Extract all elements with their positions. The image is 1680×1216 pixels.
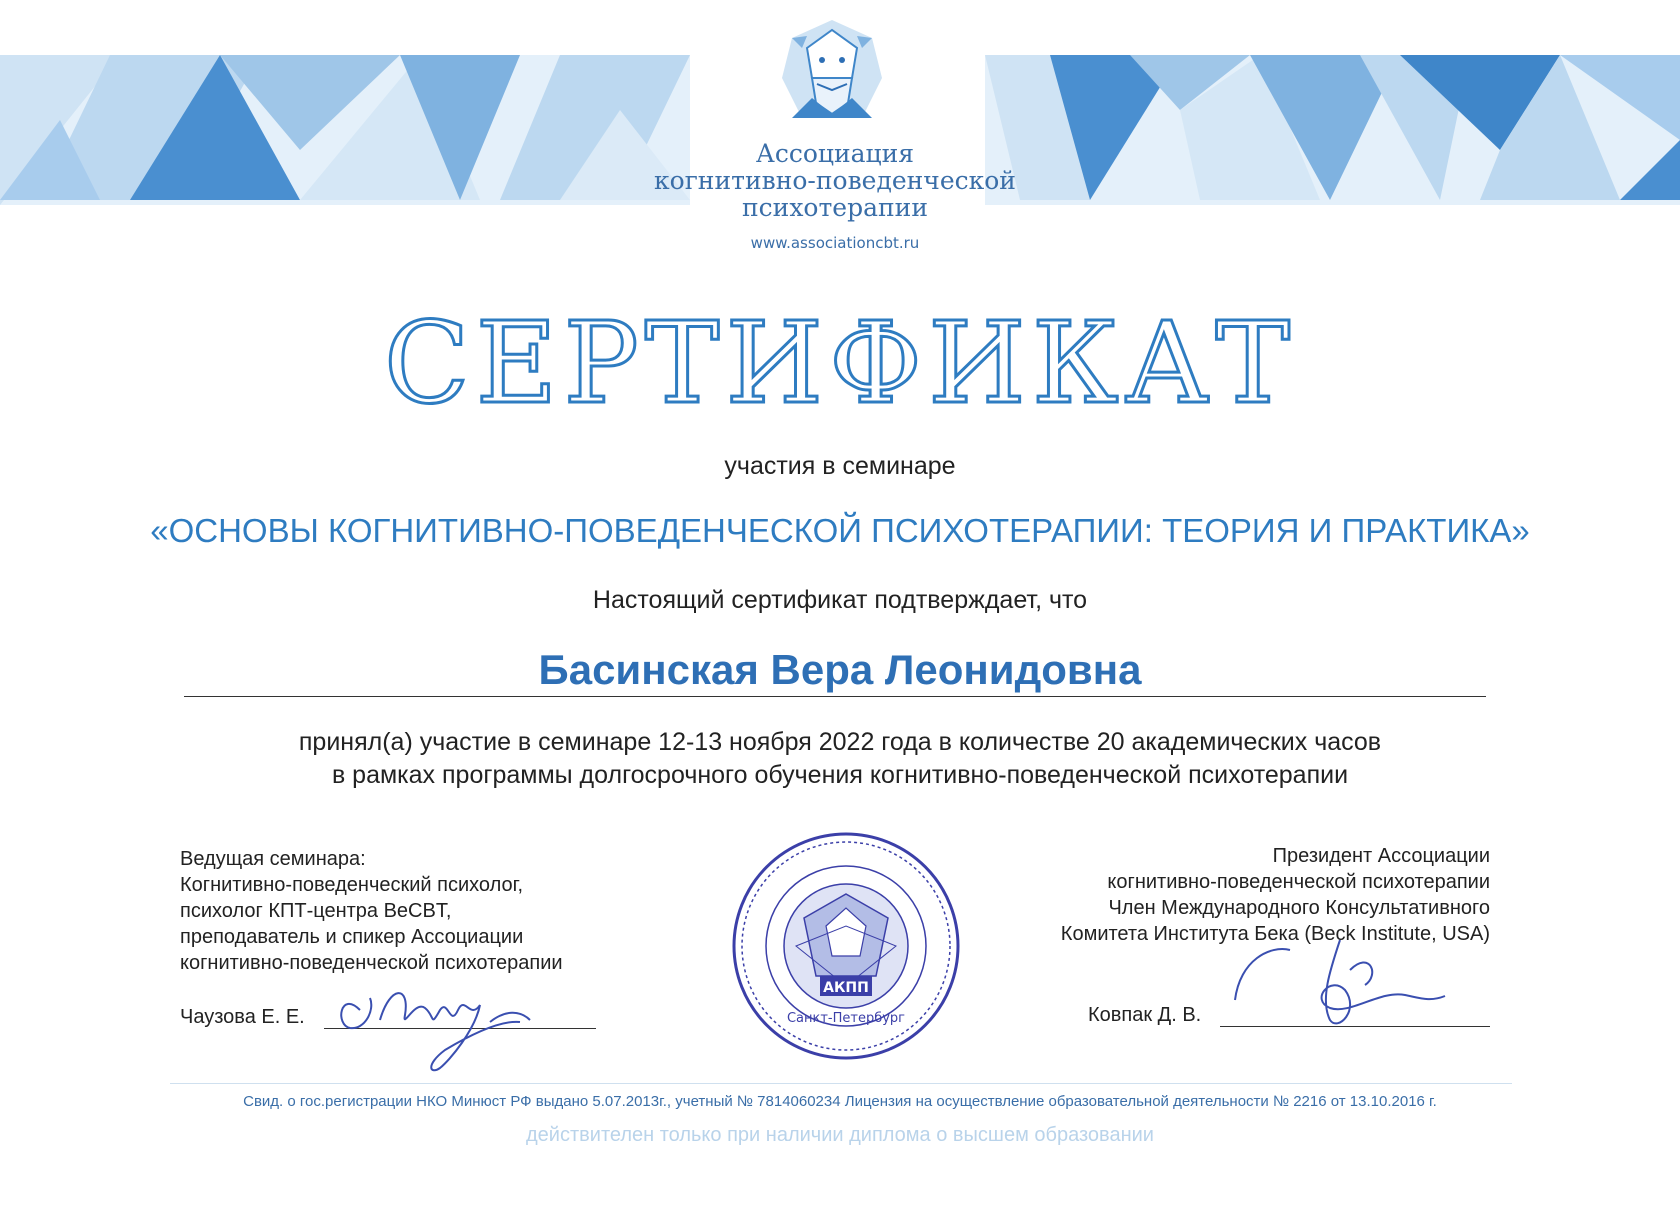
org-name-line: психотерапии [742,193,928,222]
signatory-line: Когнитивно-поведенческий психолог, [180,874,524,896]
organization-url[interactable]: www.associationcbt.ru [750,234,920,252]
footer-divider [170,1083,1512,1084]
stamp-center-text: АКПП [823,980,869,996]
signatory-line: Ведущая семинара: [180,848,366,870]
certificate-title [350,290,1330,430]
recipient-underline [184,696,1486,697]
certificate-title-text: СЕРТИФИКАТ [383,299,1297,429]
signatory-line: психолог КПТ-центра BeCBT, [180,900,452,922]
signatory-line: когнитивно-поведенческой психотерапии [1107,871,1490,893]
signatory-line: Комитета Института Бека (Beck Institute, USA) [1060,923,1490,945]
left-signatory-details [180,846,650,976]
left-signature [330,980,560,1075]
signatory-line: преподаватель и спикер Ассоциации [180,926,524,948]
organization-name [560,140,1110,221]
signatory-line: Президент Ассоциации [1272,845,1490,867]
body-line: принял(а) участие в семинаре 12-13 ноября 2022 года в количестве 20 академических часов [298,728,1382,756]
right-signature [1230,930,1460,1040]
left-signatory-name: Чаузова Е. Е. [180,1006,305,1028]
right-signatory-name: Ковпак Д. В. [1088,1004,1202,1026]
recipient-name: Басинская Вера Леонидовна [538,646,1142,693]
signatory-line: Член Международного Консультативного [1108,897,1490,919]
certificate-body [0,726,1680,792]
official-stamp [726,826,966,1066]
registration-info: Свид. о гос.регистрации НКО Минюст РФ выдано 5.07.2013г., учетный № 7814060234 Лицензия на осуществление образовательной деятельности № 2216 от 13.10.2016 г. [243,1093,1437,1110]
portrait-icon [772,18,892,128]
certificate-subtitle: участия в семинаре [724,452,956,480]
confirmation-text: Настоящий сертификат подтверждает, что [592,586,1088,614]
org-name-line: когнитивно-поведенческой [654,166,1016,195]
stamp-city: Санкт-Петербург [786,1011,906,1026]
body-line: в рамках программы долгосрочного обучения когнитивно-поведенческой психотерапии [331,761,1349,789]
seminar-name: «ОСНОВЫ КОГНИТИВНО-ПОВЕДЕНЧЕСКОЙ ПСИХОТЕРАПИИ: ТЕОРИЯ И ПРАКТИКА» [150,512,1530,549]
validity-note: действителен только при наличии диплома о высшем образовании [526,1124,1154,1146]
signatory-line: когнитивно-поведенческой психотерапии [180,952,563,974]
org-name-line: Ассоциация [755,139,915,168]
